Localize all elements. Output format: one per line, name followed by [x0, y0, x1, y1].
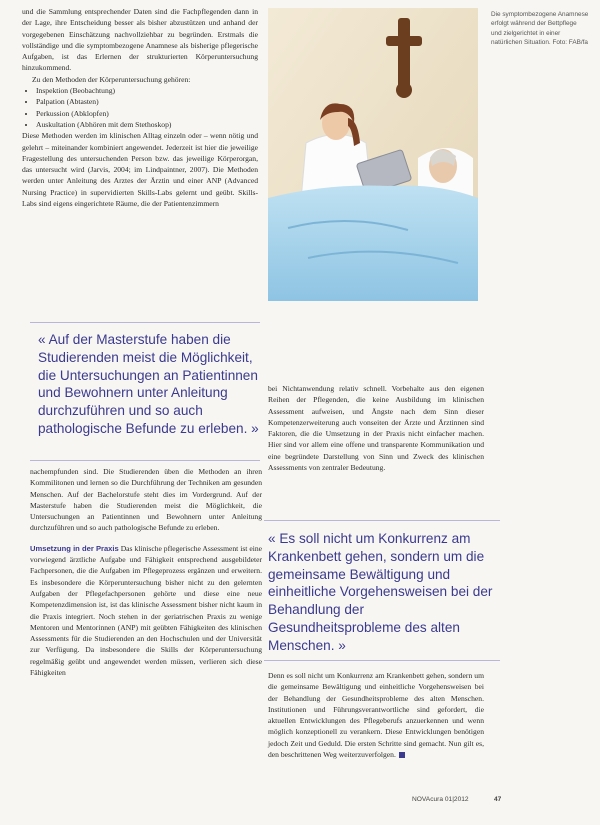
- quote-rule-bottom: [264, 660, 500, 661]
- photo-illustration: [268, 8, 478, 301]
- quote-rule-top: [264, 520, 500, 521]
- body-text: Denn es soll nicht um Konkurrenz am Krankenbett gehen, sondern um die gemeinsame Bewältigung und einheitliche Vorgehensweisen bei der Behandlung der Gesundheitsprobleme des alten Menschen. Institutionen und Führungsverantwortliche sind gefordert, die aktuellen Entwicklungen des Pflegeberufs anzuerkennen und wenn möglich konzeptionell zu verankern. Diese Entwicklungen benötigen jedoch Zeit und Geduld. Die ersten Schritte sind gemacht. Nun gilt es, den beschrittenen Weg weiterzuverfolgen.: [268, 671, 484, 760]
- photo-caption: Die symptombezogene Anamnese erfolgt während der Bettpflege und zielgerichtet in einer natürlichen Situation. Foto: FAB/fa: [491, 11, 589, 47]
- methods-list: [22, 85, 258, 130]
- body-paragraph: Zu den Methoden der Körperuntersuchung gehören:: [32, 74, 191, 84]
- magazine-issue: NOVAcura 01|2012: [412, 796, 469, 803]
- quote-rule-top: [30, 322, 260, 323]
- photo-nurse-with-patient: [268, 8, 478, 301]
- body-paragraph: und die Sammlung entsprechender Daten sind die Fachpflegenden dann in der Lage, ihre Entscheidung besser als bisher abzustützen und anhand der vorgegebenen Einschätzung nachvollziehbar zu begründen. Erstmals die vollständige und die symptombezogene Anamnese als bisherige pflegerische Aufgaben, ist das Erlernen der strukturierten Körperuntersuchung hinzukommend.: [22, 7, 258, 73]
- pull-quote: « Es soll nicht um Konkurrenz am Krankenbett gehen, sondern um die gemeinsame Bewältigung und einheitliche Vorgehensweisen bei der Behandlung der Gesundheitsprobleme des alten Menschen. »: [268, 531, 493, 653]
- article-column-right-bottom: [268, 670, 484, 760]
- article-column-middle: [268, 383, 484, 473]
- quote-rule-bottom: [30, 460, 260, 461]
- body-paragraph: Diese Methoden werden im klinischen Alltag einzeln oder – wenn nötig und gelehrt – miteinander kombiniert angewendet. Jederzeit ist hier die jeweilige Fragestellung des untersuchenden Person bzw. das jeweilige Körperorgan, das untersucht wird (Jarvis, 2004; im Lindpaintner, 2007). Die Methoden werden unter Anleitung des Arztes der Ärztin und einer ANP (Advanced Nursing Practice) in supervidierten Skills-Labs gelernt und geübt. Skills-Labs sind eigens eingerichtete Räume, die der Patientenzimmern: [22, 131, 258, 209]
- body-text: Das klinische pflegerische Assessment ist eine vorwiegend ärztliche Aufgabe und Fähigkeit entsprechend ausgebildeter Fachpersonen, die die Aufgaben im Pflegeprozess ergänzen und erweitern. Es insbesondere die Körperuntersuchung bisher nicht zu den gelernten Aufgaben der Pflegefachpersonen gehörte und diese eine neue Kompetenzdimension ist, ist das klinische Assessment bisher nicht kaum in die Praxis integriert. Noch stehen in der geriatrischen Praxis zu wenige Mentoren und Mentorinnen (ANP) mit geübten Fähigkeiten des klinischen Assessments für die Studierenden an den Hochschulen und der Universität zur Verfügung. Da insbesondere die Skills der Körperuntersuchung regelmäßig geübt und angewendet werden müssen, verlieren sich diese Fähigkeiten: [30, 543, 262, 678]
- body-paragraph-with-heading: [30, 543, 262, 679]
- end-mark-icon: [399, 752, 405, 758]
- list-item: • Auskultation (Abhören mit dem Stethoskop): [36, 119, 258, 130]
- page-number: 47: [494, 796, 502, 803]
- article-column-left-bottom: [30, 466, 262, 678]
- list-item: • Palpation (Abtasten): [36, 96, 258, 107]
- article-column-left-top: [22, 6, 258, 209]
- list-item: • Inspektion (Beobachtung): [36, 85, 258, 96]
- pull-quote: « Auf der Masterstufe haben die Studierenden meist die Möglichkeit, die Untersuchungen an Patientinnen und Bewohnern unter Anleitung durchzuführen und so auch pathologische Befunde zu erleben. »: [38, 332, 259, 436]
- patient-figure: [429, 149, 457, 183]
- body-paragraph: [268, 670, 484, 760]
- section-heading: Umsetzung in der Praxis: [30, 543, 119, 553]
- list-item: • Perkussion (Abklopfen): [36, 108, 258, 119]
- body-paragraph: nachempfunden sind. Die Studierenden üben die Methoden an ihren Kommilitonen und lernen so die Durchführung der Techniken am gesunden Menschen. Auf der Bachelorstufe steht dies im Vordergrund. Auf der Masterstufe haben die Studierenden meist die Möglichkeit, die Untersuchungen an Patientinnen und Bewohnern unter Anleitung durchzuführen und so auch pathologische Befunde zu erleben.: [30, 467, 262, 533]
- body-paragraph: bei Nichtanwendung relativ schnell. Vorbehalte aus den eigenen Reihen der Pflegenden, die keine Ausbildung im klinischen Assessment aufweisen, und Ängste nach dem Sinn dieser Kompetenzerweiterung auch vonseiten der Ärzte und Ärztinnen sind Faktoren, die die Umsetzung in der Praxis nicht einfacher machen. Hier sind vor allem eine offene und transparente Kommunikation und eine begründete Darstellung von Sinn und Zweck des klinischen Assessments von zentraler Bedeutung.: [268, 384, 484, 473]
